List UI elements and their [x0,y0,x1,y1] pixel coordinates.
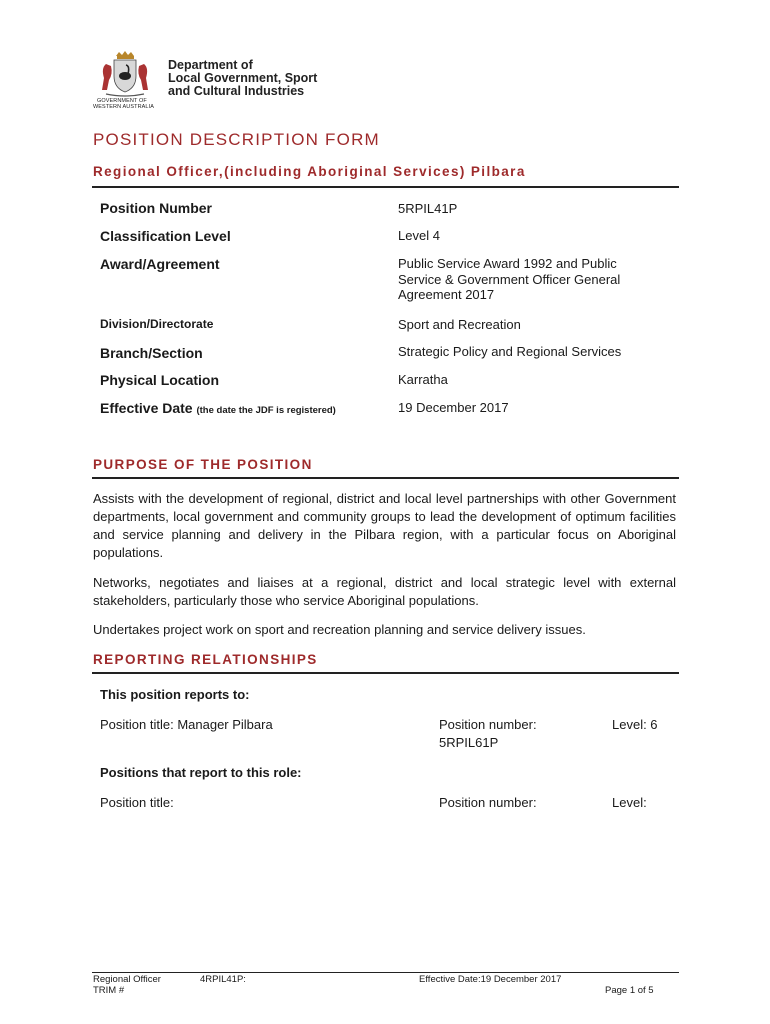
footer-page-number: Page 1 of 5 [605,985,654,996]
wa-government-crest [92,50,158,100]
reports-to-position-title: Position title: Manager Pilbara [100,717,273,732]
effective-date-label [100,400,336,416]
branch-value: Strategic Policy and Regional Services [398,344,622,359]
department-name-line-3: and Cultural Industries [168,84,305,98]
reports-to-position-number-label: Position number: [439,717,537,732]
reports-to-heading: This position reports to: [100,687,250,702]
reporting-level: Level: [612,795,647,810]
purpose-paragraph-1: Assists with the development of regional, district and local level partnerships with other Government departments, local government and community groups to lead the development of optimum facilities and service planning and delivery in the Pilbara region, with a particular focus on Aboriginal populations. [93,491,676,560]
reporting-heading: REPORTING RELATIONSHIPS [93,652,318,667]
reporting-divider [92,672,679,674]
document-title: POSITION DESCRIPTION FORM [93,130,380,149]
reporting-position-number-label: Position number: [439,795,537,810]
position-number-label: Position Number [100,200,213,216]
footer-divider [92,972,679,973]
effective-date-value: 19 December 2017 [398,400,509,415]
government-label-line-1: GOVERNMENT OF [97,98,147,104]
award-value: Public Service Award 1992 and Public Service & Government Officer General Agreement 2017 [398,256,621,302]
purpose-divider [92,477,679,479]
purpose-heading: PURPOSE OF THE POSITION [93,457,313,472]
division-label: Division/Directorate [100,317,214,331]
footer-effective-date: Effective Date:19 December 2017 [419,974,562,985]
footer-trim: TRIM # [93,985,125,996]
government-label-line-2: WESTERN AUSTRALIA [93,104,154,110]
classification-value: Level 4 [398,228,440,243]
title-divider [92,186,679,188]
department-name-line-1: Department of [168,58,253,72]
effective-date-label-text: Effective Date [100,400,193,416]
position-number-value: 5RPIL41P [398,201,458,216]
department-name-line-2: Local Government, Sport [168,71,318,85]
reports-to-level: Level: 6 [612,717,658,732]
purpose-paragraph-3: Undertakes project work on sport and recreation planning and service delivery issues. [93,622,586,637]
branch-label: Branch/Section [100,345,203,361]
effective-date-note: (the date the JDF is registered) [196,405,336,416]
location-value: Karratha [398,372,448,387]
location-label: Physical Location [100,372,220,388]
award-label: Award/Agreement [100,256,220,272]
classification-label: Classification Level [100,228,231,244]
footer-role: Regional Officer [93,974,161,985]
purpose-paragraph-2: Networks, negotiates and liaises at a regional, district and local strategic level with external stakeholders, particularly those who service Aboriginal populations. [93,575,676,608]
division-value: Sport and Recreation [398,317,521,332]
footer-code: 4RPIL41P: [200,974,246,985]
reports-to-position-number: 5RPIL61P [439,735,499,750]
reporting-position-title: Position title: [100,795,174,810]
reporting-roles-heading: Positions that report to this role: [100,765,302,780]
role-title: Regional Officer,(including Aboriginal Services) Pilbara [93,164,526,179]
